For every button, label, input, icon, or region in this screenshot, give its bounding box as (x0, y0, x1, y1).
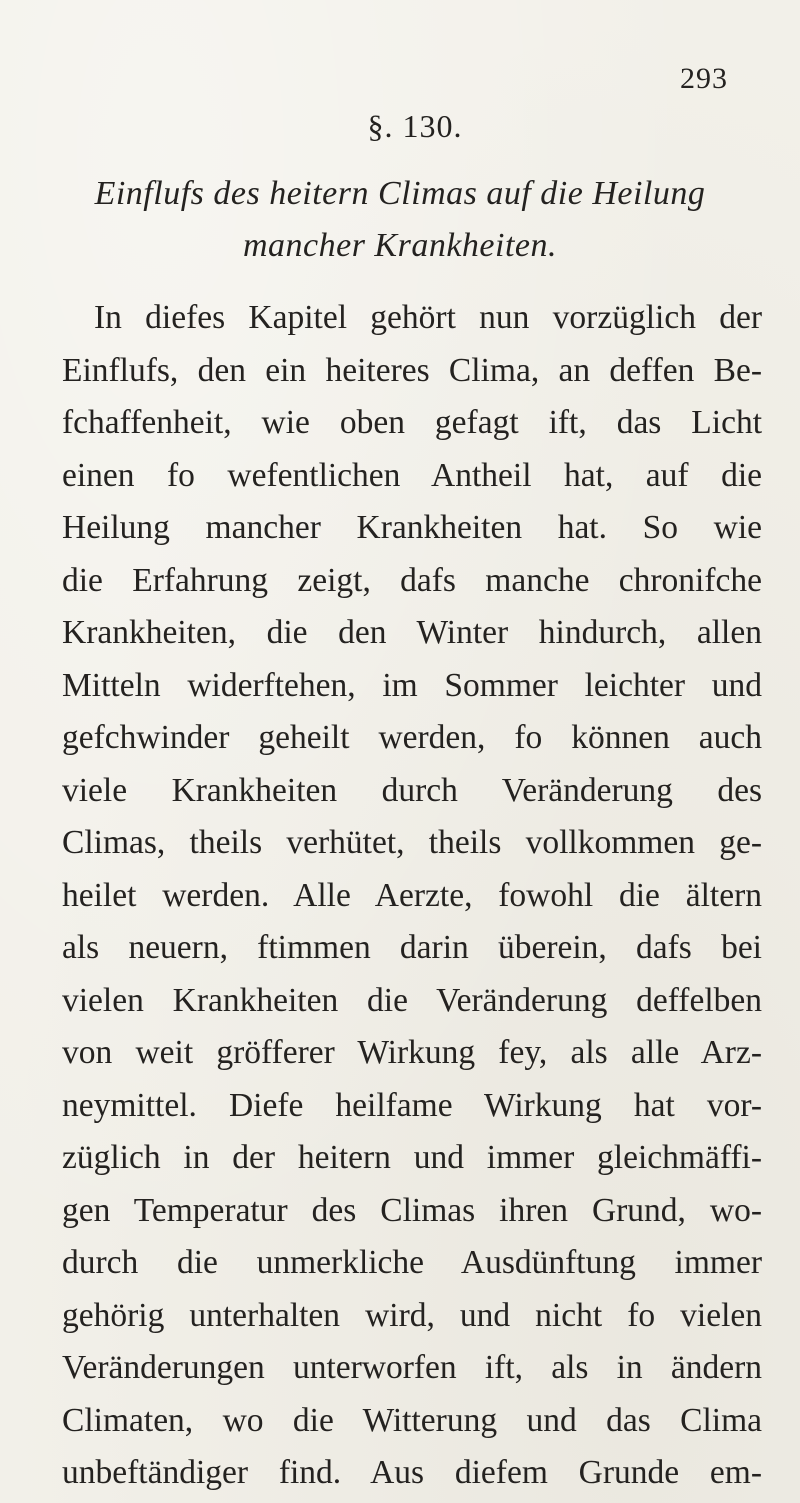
text-line: die Erfahrung zeigt, dafs manche chronifche (62, 561, 762, 599)
heading-line-1: Einflufs des heitern Climas auf die Heilung (94, 175, 706, 212)
page-number: 293 (680, 62, 728, 95)
text-line: Mitteln widerftehen, im Sommer leichter und (62, 666, 762, 704)
text-line: In diefes Kapitel gehört nun vorzüglich der (94, 299, 762, 336)
text-line: züglich in der heitern und immer gleichmäffi- (62, 1139, 762, 1176)
body-paragraph (62, 292, 762, 1500)
text-line: Heilung mancher Krankheiten hat. So wie (62, 509, 762, 546)
text-line: Veränderungen unterworfen ift, als in ändern (62, 1349, 762, 1386)
text-line: Climas, theils verhütet, theils vollkommen ge- (62, 824, 762, 861)
text-line: gefchwinder geheilt werden, fo können auch (62, 719, 762, 756)
text-line: Climaten, wo die Witterung und das Clima (62, 1401, 762, 1439)
text-line: als neuern, ftimmen darin überein, dafs bei (62, 929, 762, 966)
text-line: viele Krankheiten durch Veränderung des (62, 771, 762, 809)
text-line: durch die unmerkliche Ausdünftung immer (62, 1244, 762, 1281)
heading-line-2: mancher Krankheiten. (242, 227, 558, 264)
text-line: gehörig unterhalten wird, und nicht fo vielen (62, 1296, 762, 1334)
text-line: unbeftändiger find. Aus diefem Grunde em- (62, 1454, 762, 1491)
text-line: neymittel. Diefe heilfame Wirkung hat vor- (62, 1086, 762, 1124)
text-line: fchaffenheit, wie oben gefagt ift, das Licht (62, 404, 762, 441)
text-line: von weit gröfferer Wirkung fey, als alle Arz- (62, 1034, 762, 1071)
text-line: Einflufs, den ein heiteres Clima, an deffen Be- (62, 351, 762, 389)
text-line: einen fo wefentlichen Antheil hat, auf die (62, 456, 762, 494)
section-number: §. 130. (367, 108, 463, 144)
text-line: gen Temperatur des Climas ihren Grund, wo- (62, 1191, 762, 1229)
text-line: vielen Krankheiten die Veränderung deffelben (62, 981, 762, 1019)
text-line: heilet werden. Alle Aerzte, fowohl die ältern (62, 876, 762, 914)
section-heading (40, 168, 760, 272)
text-line: Krankheiten, die den Winter hindurch, allen (62, 614, 762, 651)
